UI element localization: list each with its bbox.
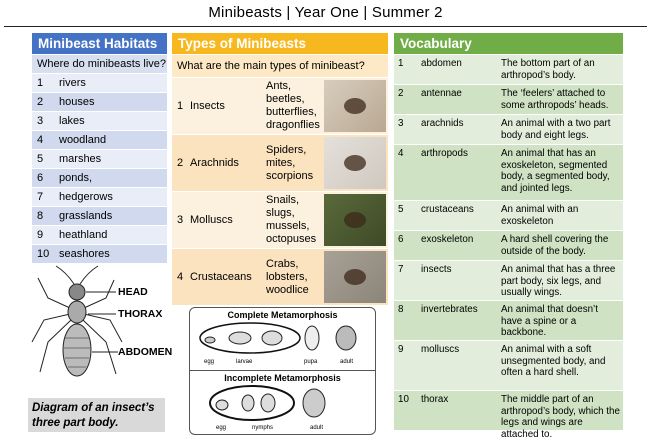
vocab-number: 9: [398, 344, 404, 355]
title-rule: [4, 26, 647, 27]
insect-drawing: [26, 262, 173, 392]
vocab-definition: A hard shell covering the outside of the body.: [501, 234, 609, 257]
habitat-row: [32, 111, 167, 130]
habitat-row: [32, 130, 167, 149]
type-examples: [266, 80, 324, 132]
type-example: woodlice: [266, 283, 309, 296]
minibeast-type-row: [172, 191, 388, 248]
vocab-definition: An animal that doesn’t have a spine or a backbone.: [501, 304, 598, 338]
types-panel: [172, 33, 388, 305]
type-example: slugs,: [266, 207, 295, 219]
vocab-definition: An animal that has a three part body, six legs, and usually wings.: [501, 264, 616, 298]
habitat-row: [32, 149, 167, 168]
vocab-term: antennae: [421, 88, 462, 99]
metamorphosis-stage-label: pupa: [304, 359, 318, 365]
vocabulary-row: [394, 114, 623, 144]
type-name: Molluscs: [190, 214, 233, 226]
type-example: scorpions: [266, 169, 314, 182]
habitats-panel: [32, 33, 167, 263]
vocabulary-row: [394, 300, 623, 340]
vocab-term: insects: [421, 264, 452, 275]
metamorphosis-stage-label: nymphs: [252, 425, 274, 431]
type-example: beetles,: [266, 93, 305, 105]
abdomen-label: ABDOMEN: [118, 346, 173, 358]
type-examples: [266, 144, 324, 183]
spider-photo: [324, 137, 386, 189]
habitat-row: [32, 187, 167, 206]
vocab-number: 3: [398, 118, 404, 129]
metamorphosis-stage-label: larvae: [236, 359, 253, 365]
type-example: dragonflies: [266, 119, 320, 131]
vocab-number: 2: [398, 88, 404, 99]
vocab-term: molluscs: [421, 344, 460, 355]
vocab-number: 5: [398, 204, 404, 215]
incomplete-metamorphosis-title: Incomplete Metamorphosis: [224, 373, 341, 383]
vocab-term: arthropods: [421, 148, 468, 159]
vocabulary-row: [394, 230, 623, 260]
vocab-number: 10: [398, 394, 409, 405]
vocab-definition: The ‘feelers’ attached to some arthropods’ heads.: [501, 88, 609, 111]
complete-metamorphosis-title: Complete Metamorphosis: [227, 310, 338, 320]
habitat-name: houses: [59, 96, 95, 108]
habitat-number: 8: [37, 210, 44, 222]
habitat-number: 3: [37, 115, 44, 127]
vocab-definition: An animal that has an exoskeleton, segmented body, a segmented body, and jointed legs.: [501, 148, 610, 194]
metamorphosis-stage-label: egg: [216, 425, 227, 431]
vocab-term: invertebrates: [421, 304, 478, 315]
insect-diagram: [26, 262, 173, 392]
metamorphosis-stage-label: adult: [310, 425, 324, 431]
minibeast-type-row: [172, 248, 388, 305]
vocab-term: thorax: [421, 394, 449, 405]
habitat-name: marshes: [59, 153, 102, 165]
type-number: 1: [177, 100, 184, 112]
habitat-number: 1: [37, 77, 44, 89]
type-examples: [266, 258, 324, 297]
vocabulary-heading: Vocabulary: [394, 33, 623, 54]
vocab-term: exoskeleton: [421, 234, 474, 245]
type-example: lobsters,: [266, 270, 308, 283]
vocab-definition: An animal with a soft unsegmented body, and often a hard shell.: [501, 344, 606, 378]
vocab-number: 4: [398, 148, 404, 159]
type-example: Spiders,: [266, 143, 307, 156]
habitat-number: 7: [37, 191, 44, 203]
vocabulary-row: [394, 200, 623, 230]
type-name: Crustaceans: [190, 271, 252, 283]
incomplete-cycle-drawing: [190, 383, 375, 427]
type-example: Ants,: [266, 80, 292, 92]
page-title: Minibeasts | Year One | Summer 2: [208, 4, 443, 21]
vocab-definition: An animal with an exoskeleton: [501, 204, 579, 227]
vocab-number: 7: [398, 264, 404, 275]
type-example: mussels,: [266, 220, 310, 232]
vocabulary-panel: [394, 33, 623, 440]
habitats-question: Where do minibeasts live?: [32, 54, 167, 73]
vocab-term: abdomen: [421, 58, 462, 69]
habitat-name: woodland: [59, 134, 107, 146]
metamorphosis-stage-label: egg: [204, 359, 215, 365]
type-name: Insects: [190, 100, 225, 112]
vocab-definition: The bottom part of an arthropod’s body.: [501, 58, 595, 81]
vocab-term: arachnids: [421, 118, 464, 129]
vocab-number: 1: [398, 58, 404, 69]
type-examples: [266, 194, 324, 246]
habitat-name: seashores: [59, 248, 110, 260]
habitat-number: 2: [37, 96, 44, 108]
habitat-name: ponds,: [59, 172, 93, 184]
vocab-number: 8: [398, 304, 404, 315]
types-question: What are the main types of minibeast?: [172, 54, 388, 77]
vocab-number: 6: [398, 234, 404, 245]
vocabulary-row: [394, 84, 623, 114]
vocabulary-row: [394, 390, 623, 440]
habitat-row: [32, 73, 167, 92]
head-label: HEAD: [118, 286, 148, 298]
type-example: octopuses: [266, 233, 317, 245]
habitat-number: 9: [37, 229, 44, 241]
habitat-number: 4: [37, 134, 44, 146]
vocabulary-row: [394, 260, 623, 300]
habitat-number: 10: [37, 248, 50, 260]
vocabulary-row: [394, 144, 623, 200]
habitat-name: heathland: [59, 229, 108, 241]
vocab-term: crustaceans: [421, 204, 474, 215]
habitat-name: hedgerows: [59, 191, 113, 203]
crab-photo: [324, 251, 386, 303]
vocab-definition: An animal with a two part body and eight legs.: [501, 118, 611, 141]
minibeast-type-row: [172, 77, 388, 134]
complete-cycle-drawing: [190, 320, 375, 360]
habitat-name: rivers: [59, 77, 86, 89]
habitat-row: [32, 206, 167, 225]
ant-photo: [324, 80, 386, 132]
type-number: 2: [177, 157, 184, 169]
metamorphosis-diagram: [189, 307, 376, 435]
habitat-row: [32, 244, 167, 263]
habitat-name: grasslands: [59, 210, 113, 222]
habitat-number: 5: [37, 153, 44, 165]
type-example: mites,: [266, 156, 296, 169]
type-example: Crabs,: [266, 257, 299, 270]
type-example: Snails,: [266, 194, 300, 206]
snail-photo: [324, 194, 386, 246]
vocabulary-row: [394, 340, 623, 390]
thorax-label: THORAX: [118, 308, 163, 320]
types-heading: Types of Minibeasts: [172, 33, 388, 54]
type-number: 4: [177, 271, 184, 283]
type-example: butterflies,: [266, 106, 317, 118]
insect-diagram-caption: Diagram of an insect’s three part body.: [28, 398, 165, 432]
minibeast-type-row: [172, 134, 388, 191]
vocab-definition: The middle part of an arthropod’s body, which the legs and wings are attached to.: [501, 394, 620, 440]
type-number: 3: [177, 214, 184, 226]
metamorphosis-stage-label: adult: [340, 359, 354, 365]
type-name: Arachnids: [190, 157, 239, 169]
habitat-name: lakes: [59, 115, 85, 127]
habitat-row: [32, 92, 167, 111]
habitat-row: [32, 225, 167, 244]
habitats-heading: Minibeast Habitats: [32, 33, 167, 54]
habitat-row: [32, 168, 167, 187]
vocabulary-row: [394, 54, 623, 84]
habitat-number: 6: [37, 172, 44, 184]
